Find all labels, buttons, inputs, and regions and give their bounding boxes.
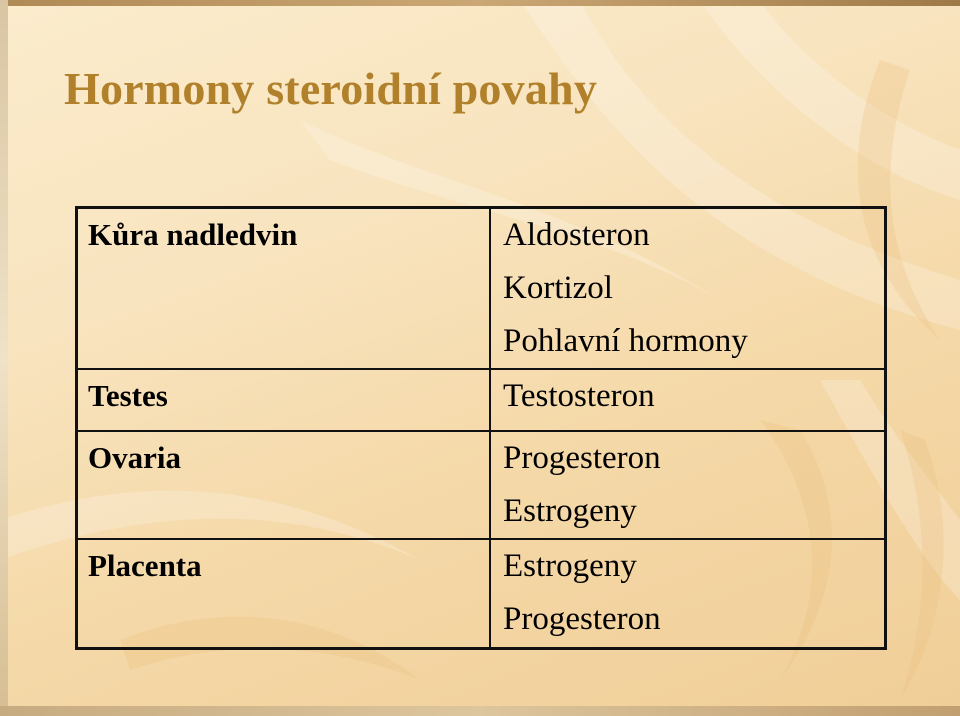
hormone-list-cell [490,369,886,431]
table-row [77,369,886,431]
table-row [77,431,886,539]
gland-name: Ovaria [88,440,181,475]
hormone-name: Estrogeny [503,548,637,584]
hormone-name: Testosteron [503,378,655,414]
gland-name: Kůra nadledvin [88,217,298,252]
hormone-name: Progesteron [503,440,661,476]
gland-cell [77,431,491,539]
hormone-name: Aldosteron [503,217,650,253]
gland-cell [77,208,491,370]
table-row [77,208,886,370]
hormone-name: Kortizol [503,270,613,306]
gland-cell [77,369,491,431]
hormone-name: Pohlavní hormony [503,323,748,359]
table-row [77,539,886,648]
hormone-table [75,206,887,650]
gland-name: Testes [88,378,168,413]
bottom-border [0,706,960,716]
gland-cell [77,539,491,648]
hormone-name: Estrogeny [503,493,637,529]
hormone-list-cell [490,208,886,370]
left-border [0,0,8,716]
top-border [0,0,960,6]
hormone-list-cell [490,539,886,648]
hormone-name: Progesteron [503,601,661,637]
gland-name: Placenta [88,548,202,583]
slide-title: Hormony steroidní povahy [64,63,598,114]
hormone-list-cell [490,431,886,539]
